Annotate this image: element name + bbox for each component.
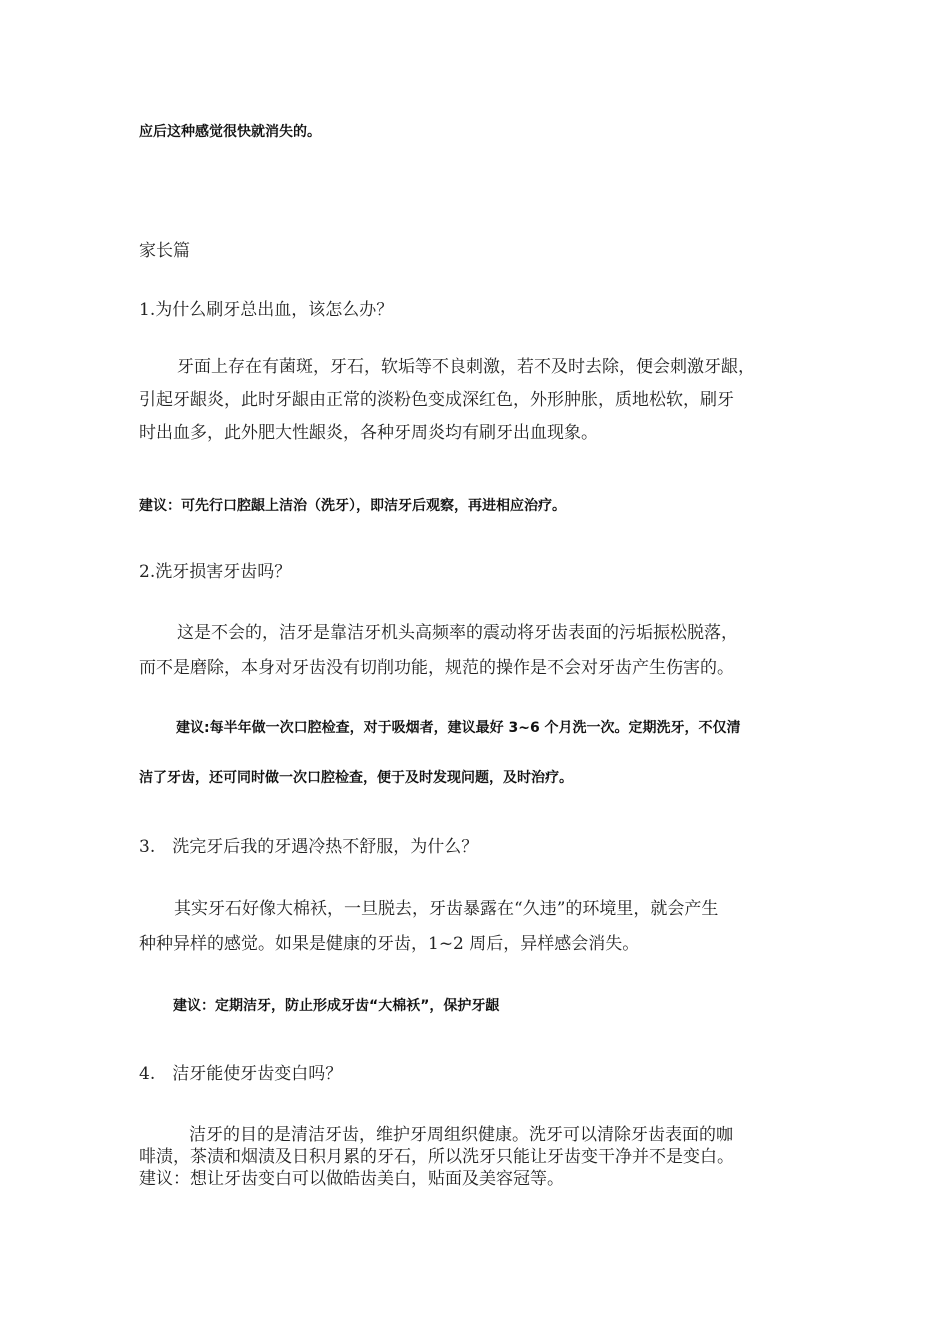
section-title: 家长篇	[139, 241, 190, 261]
answer-paragraph	[139, 892, 718, 962]
question-title: 4. 洁牙能使牙齿变白吗？	[139, 1064, 343, 1084]
answer-line: 引起牙龈炎，此时牙龈由正常的淡粉色变成深红色，外形肿胀，质地松软，刷牙	[139, 390, 734, 410]
answer-paragraph	[139, 351, 755, 450]
question-title: 3. 洗完牙后我的牙遇冷热不舒服，为什么？	[139, 837, 479, 857]
answer-line: 洁牙的目的是清洁牙齿，维护牙周组织健康。洗牙可以清除牙齿表面的咖	[189, 1125, 733, 1145]
continuation-text: 应后这种感觉很快就消失的。	[139, 124, 321, 140]
question-title: 2.洗牙损害牙齿吗？	[139, 562, 292, 582]
answer-line: 建议：想让牙齿变白可以做皓齿美白，贴面及美容冠等。	[139, 1169, 564, 1189]
answer-line: 而不是磨除，本身对牙齿没有切削功能，规范的操作是不会对牙齿产生伤害的。	[139, 658, 734, 678]
answer-line: 啡渍，茶渍和烟渍及日积月累的牙石，所以洗牙只能让牙齿变干净并不是变白。	[139, 1147, 734, 1167]
answer-line: 牙面上存在有菌斑，牙石，软垢等不良刺激，若不及时去除，便会刺激牙龈，	[177, 357, 755, 377]
answer-line: 这是不会的，洁牙是靠洁牙机头高频率的震动将牙齿表面的污垢振松脱落，	[177, 623, 738, 643]
answer-paragraph	[139, 1124, 734, 1190]
advice-text: 建议：可先行口腔龈上洁治（洗牙），即洁牙后观察，再进相应治疗。	[139, 498, 566, 514]
answer-line: 时出血多，此外肥大性龈炎，各种牙周炎均有刷牙出血现象。	[139, 423, 598, 443]
answer-line: 种种异样的感觉。如果是健康的牙齿，1~2 周后，异样感会消失。	[139, 934, 640, 954]
answer-paragraph	[139, 616, 738, 686]
question-title: 1.为什么刷牙总出血，该怎么办？	[139, 300, 394, 320]
advice-text: 洁了牙齿，还可同时做一次口腔检查，便于及时发现问题，及时治疗。	[139, 770, 573, 786]
advice-text: 建议:每半年做一次口腔检查，对于吸烟者，建议最好 3~6 个月洗一次。定期洗牙，不仅清	[176, 720, 741, 736]
advice-text: 建议：定期洁牙，防止形成牙齿“大棉袄”，保护牙龈	[173, 998, 500, 1014]
answer-line: 其实牙石好像大棉袄，一旦脱去，牙齿暴露在“久违”的环境里，就会产生	[174, 899, 719, 919]
